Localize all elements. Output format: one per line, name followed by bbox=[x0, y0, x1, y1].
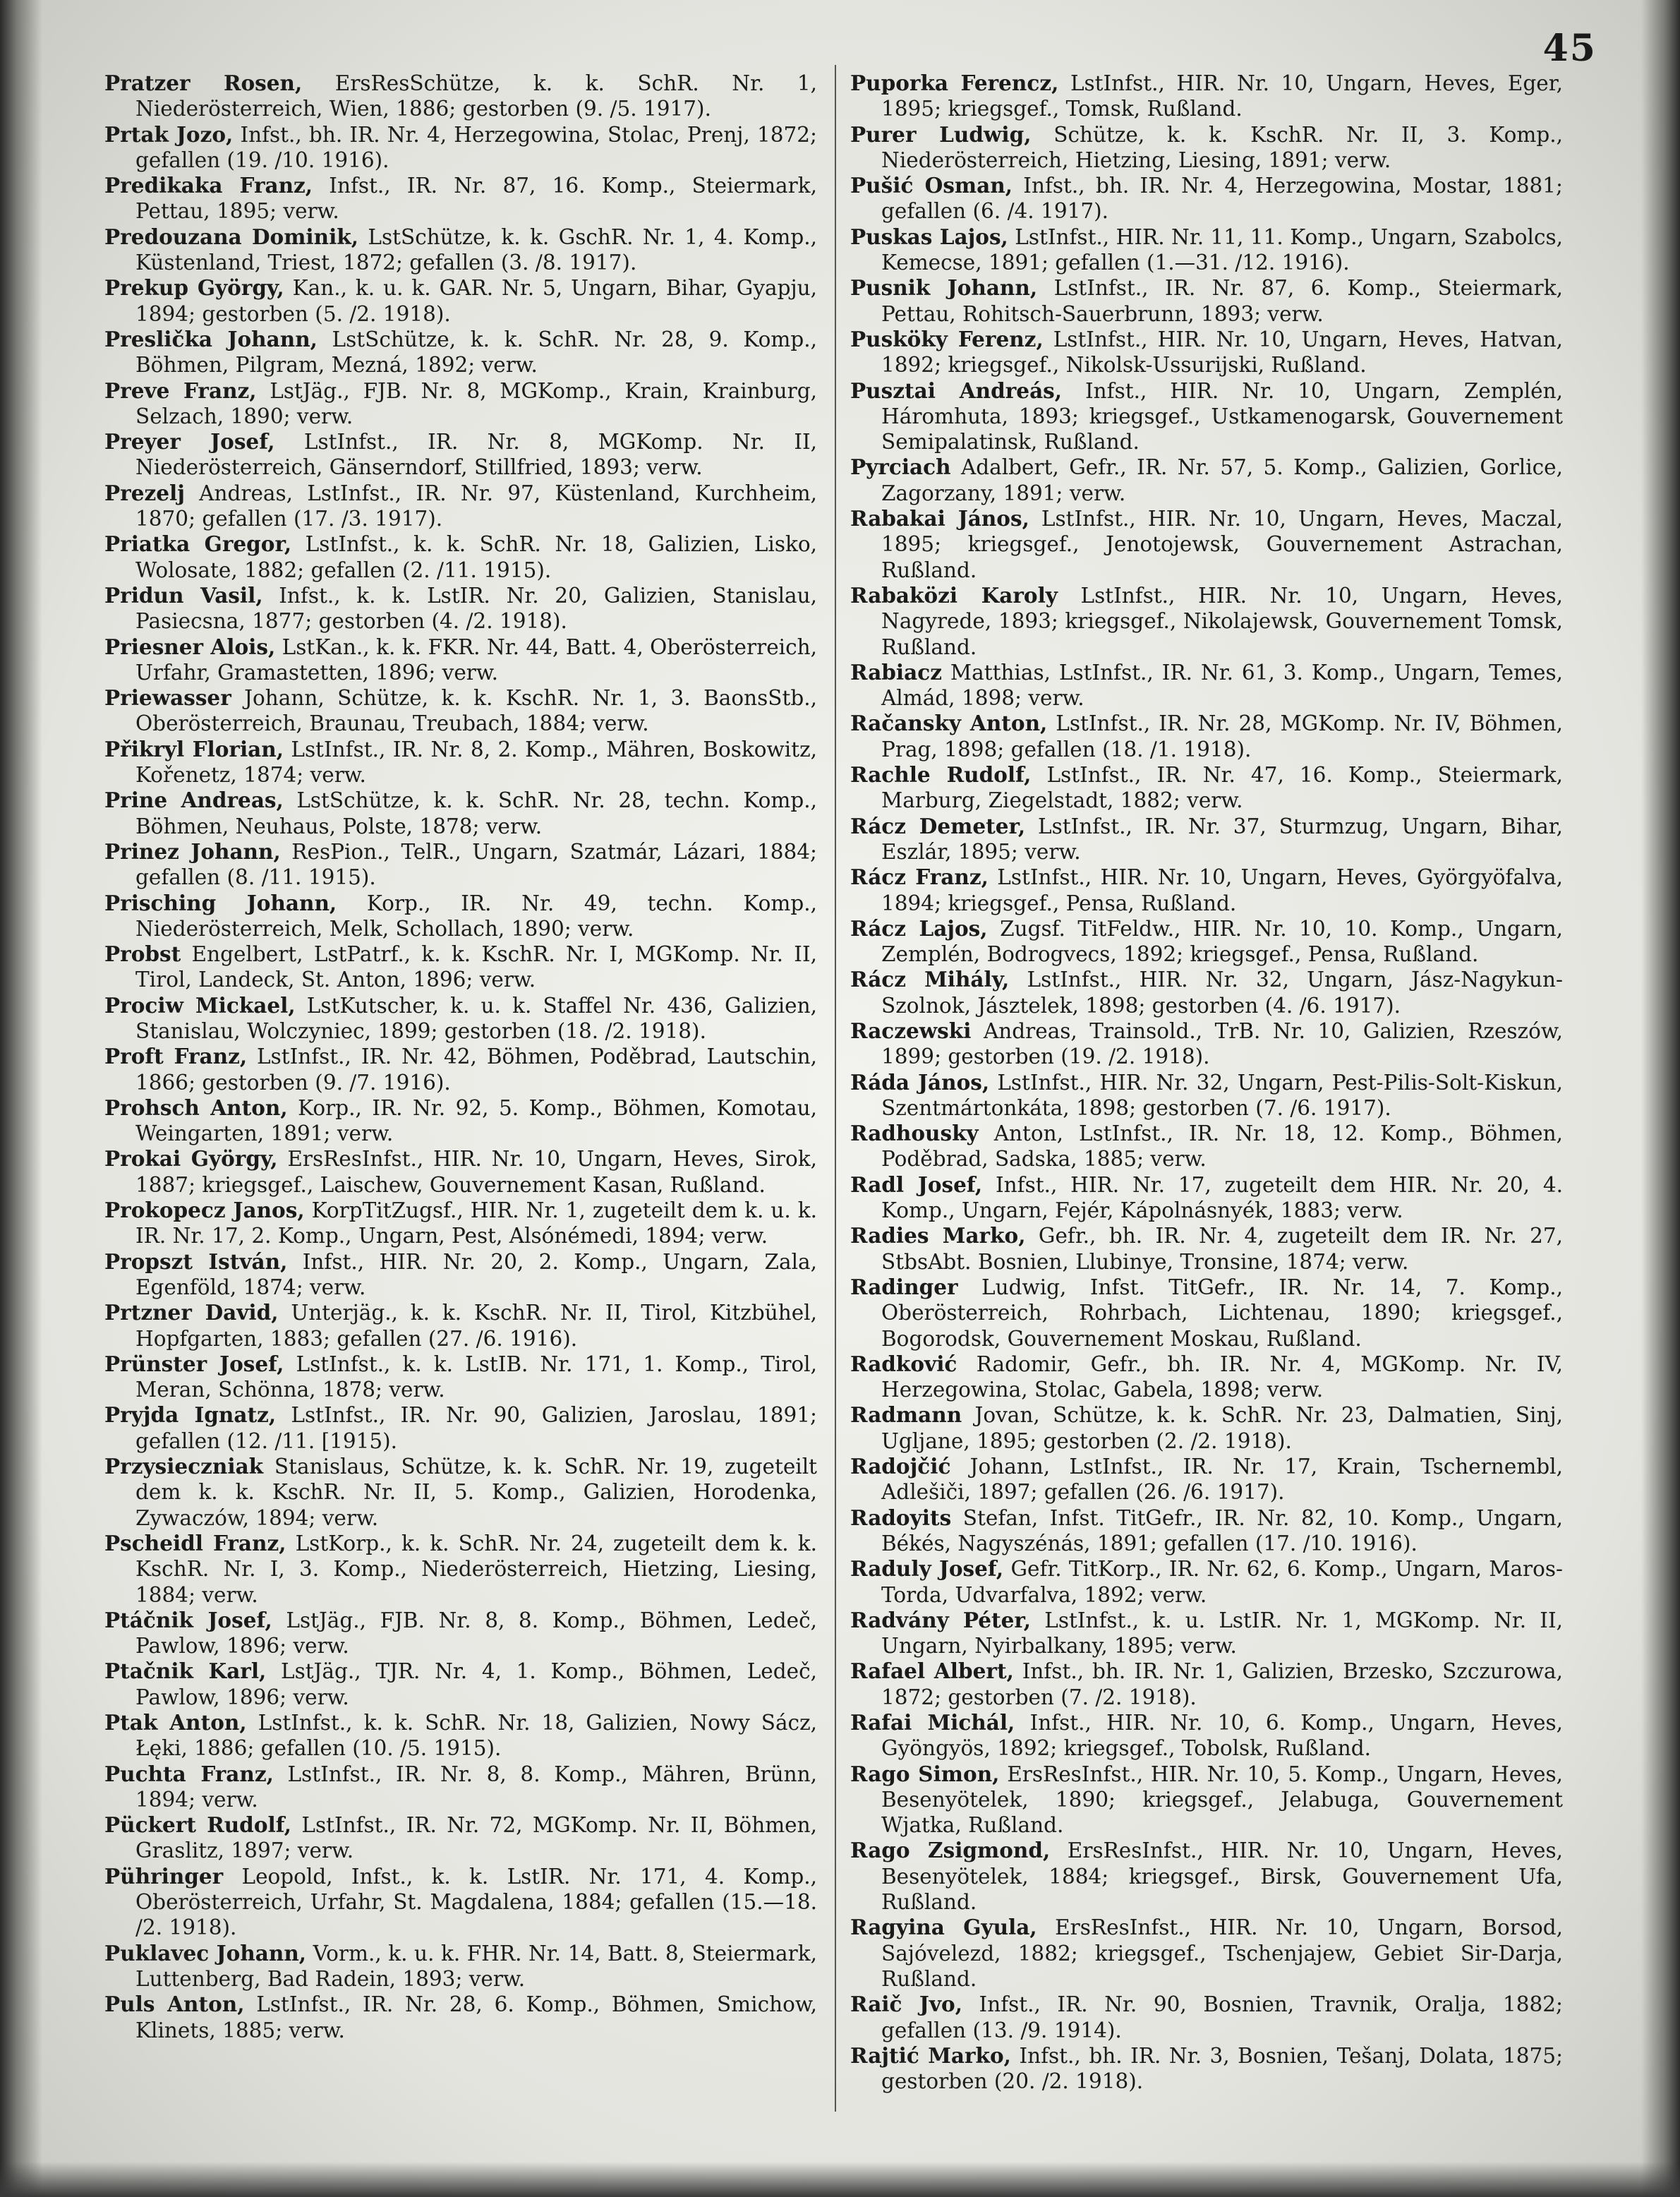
list-entry bbox=[850, 1710, 1563, 1762]
entry-name: Ptáčnik Josef, bbox=[104, 1607, 272, 1632]
entry-name: Preslička Johann, bbox=[104, 326, 318, 351]
list-entry bbox=[104, 275, 817, 327]
entry-details: Infst., k. k. LstIR. Nr. 20, Galizien, Stanislau, Pasiecsna, 1877; gestorben (4. /2. 1918). bbox=[135, 583, 818, 634]
list-entry bbox=[104, 1095, 817, 1147]
list-entry bbox=[104, 891, 817, 942]
entry-details: LstJäg., FJB. Nr. 8, MGKomp., Krain, Krainburg, Selzach, 1890; verw. bbox=[135, 378, 817, 428]
entry-details: LstInfst., IR. Nr. 28, MGKomp. Nr. IV, Böhmen, Prag, 1898; gefallen (18. /1. 1918). bbox=[881, 711, 1563, 762]
entry-name: Priatka Gregor, bbox=[104, 531, 292, 557]
list-entry bbox=[104, 1659, 817, 1710]
list-entry bbox=[104, 1812, 817, 1864]
entry-details: LstInfst., HIR. Nr. 10, Ungarn, Heves, Györgyöfalva, 1894; kriegsgef., Pensa, Rußland. bbox=[881, 865, 1563, 915]
entry-name: Probst bbox=[104, 941, 181, 967]
entry-name: Propszt István, bbox=[104, 1248, 288, 1274]
entry-details: Kan., k. u. k. GAR. Nr. 5, Ungarn, Bihar, Gyapju, 1894; gestorben (5. /2. 1918). bbox=[135, 276, 817, 326]
entry-name: Predikaka Franz, bbox=[104, 173, 313, 198]
entry-details: Gefr. TitKorp., IR. Nr. 62, 6. Komp., Ungarn, Maros-Torda, Udvarfalva, 1892; verw. bbox=[881, 1557, 1563, 1607]
list-entry bbox=[850, 1070, 1563, 1121]
list-entry bbox=[104, 1454, 817, 1531]
entry-details: Korp., IR. Nr. 49, techn. Komp., Niederösterreich, Melk, Schollach, 1890; verw. bbox=[135, 891, 817, 941]
entry-name: Prine Andreas, bbox=[104, 788, 284, 813]
entry-name: Przysieczniak bbox=[104, 1454, 264, 1479]
entry-details: LstInfst., IR. Nr. 37, Sturmzug, Ungarn, Bihar, Eszlár, 1895; verw. bbox=[881, 814, 1563, 864]
entry-details: Korp., IR. Nr. 92, 5. Komp., Böhmen, Komotau, Weingarten, 1891; verw. bbox=[135, 1095, 817, 1146]
entry-name: Prohsch Anton, bbox=[104, 1095, 288, 1120]
entry-details: LstInfst., IR. Nr. 8, MGKomp. Nr. II, Niederösterreich, Gänserndorf, Stillfried, 1893; verw. bbox=[135, 430, 817, 480]
entry-details: Unterjäg., k. k. KschR. Nr. II, Tirol, Kitzbühel, Hopfgarten, 1883; gefallen (27. /6. 1916). bbox=[135, 1301, 817, 1351]
list-entry bbox=[850, 1608, 1563, 1659]
list-entry bbox=[850, 1402, 1563, 1454]
entry-name: Priesner Alois, bbox=[104, 634, 276, 659]
list-entry bbox=[104, 1198, 817, 1249]
entry-details: Infst., HIR. Nr. 17, zugeteilt dem HIR. Nr. 20, 4. Komp., Ungarn, Fejér, Kápolnásnyék, 1883; verw. bbox=[881, 1172, 1563, 1223]
entry-details: ErsResSchütze, k. k. SchR. Nr. 1, Niederösterreich, Wien, 1886; gestorben (9. /5. 1917). bbox=[135, 71, 817, 121]
entry-details: LstInfst., IR. Nr. 42, Böhmen, Poděbrad, Lautschin, 1866; gestorben (9. /7. 1916). bbox=[135, 1045, 817, 1095]
list-entry bbox=[850, 1223, 1563, 1275]
entry-details: Infst., IR. Nr. 87, 16. Komp., Steiermark, Pettau, 1895; verw. bbox=[135, 174, 817, 224]
entry-name: Ragyina Gyula, bbox=[850, 1915, 1037, 1940]
list-entry bbox=[850, 506, 1563, 583]
list-entry bbox=[104, 583, 817, 634]
entry-details: LstKorp., k. k. SchR. Nr. 24, zugeteilt dem k. k. KschR. Nr. I, 3. Komp., Niederösterreich, Hietzing, Liesing, 1884; verw. bbox=[135, 1531, 817, 1607]
list-entry bbox=[850, 1275, 1563, 1352]
list-entry bbox=[104, 1864, 817, 1941]
entry-name: Prinez Johann, bbox=[104, 838, 281, 864]
entry-name: Puchta Franz, bbox=[104, 1761, 274, 1786]
list-entry bbox=[850, 71, 1563, 122]
scan-edge-right bbox=[1641, 0, 1680, 2197]
list-entry bbox=[104, 1608, 817, 1659]
entry-details: Engelbert, LstPatrf., k. k. KschR. Nr. I, MGKomp. Nr. II, Tirol, Landeck, St. Anton, 1896; verw. bbox=[135, 942, 817, 992]
entry-details: Gefr., bh. IR. Nr. 4, zugeteilt dem IR. Nr. 27, StbsAbt. Bosnien, Llubinye, Tronsine, 1874; verw. bbox=[881, 1224, 1563, 1274]
entry-details: LstInfst., HIR. Nr. 10, Ungarn, Heves, Nagyrede, 1893; kriegsgef., Nikolajewsk, Gouvernement Tomsk, Rußland. bbox=[881, 583, 1563, 659]
entry-name: Rabaközi Karoly bbox=[850, 582, 1058, 608]
list-entry bbox=[850, 1659, 1563, 1710]
entry-name: Radković bbox=[850, 1351, 957, 1376]
entry-details: LstSchütze, k. k. GschR. Nr. 1, 4. Komp., Küstenland, Triest, 1872; gefallen (3. /8. 1917). bbox=[135, 224, 817, 275]
entry-details: ErsResInfst., HIR. Nr. 10, Ungarn, Heves, Sirok, 1887; kriegsgef., Laischew, Gouvernement Kasan, Rußland. bbox=[135, 1147, 818, 1197]
list-entry bbox=[850, 1172, 1563, 1224]
list-entry bbox=[850, 327, 1563, 378]
list-entry bbox=[850, 583, 1563, 660]
scan-edge-left bbox=[0, 0, 42, 2197]
entry-name: Prünster Josef, bbox=[104, 1351, 284, 1376]
entry-name: Raczewski bbox=[850, 1018, 972, 1043]
entry-details: LstInfst., IR. Nr. 8, 8. Komp., Mähren, Brünn, 1894; verw. bbox=[135, 1762, 817, 1812]
entry-details: LstInfst., IR. Nr. 72, MGKomp. Nr. II, Böhmen, Graslitz, 1897; verw. bbox=[135, 1813, 817, 1863]
entry-details: LstInfst., HIR. Nr. 32, Ungarn, Jász-Nagykun-Szolnok, Jásztelek, 1898; gestorben (4. /6. 1917). bbox=[881, 968, 1563, 1018]
entry-details: Leopold, Infst., k. k. LstIR. Nr. 171, 4. Komp., Oberösterreich, Urfahr, St. Magdalena, 1884; gefallen (15.—18. /2. 1918). bbox=[135, 1864, 817, 1940]
list-entry bbox=[104, 122, 817, 174]
list-entry bbox=[104, 1300, 817, 1352]
entry-name: Rafai Michál, bbox=[850, 1710, 1015, 1735]
entry-details: LstInfst., IR. Nr. 90, Galizien, Jaroslau, 1891; gefallen (12. /11. [1915). bbox=[135, 1403, 817, 1453]
entry-name: Radvány Péter, bbox=[850, 1607, 1032, 1632]
entry-name: Puporka Ferencz, bbox=[850, 71, 1059, 95]
entry-details: Infst., HIR. Nr. 10, 6. Komp., Ungarn, Heves, Gyöngyös, 1892; kriegsgef., Tobolsk, Rußland. bbox=[881, 1711, 1563, 1761]
entry-name: Rafael Albert, bbox=[850, 1659, 1014, 1684]
entry-details: Infst., bh. IR. Nr. 3, Bosnien, Tešanj, Dolata, 1875; gestorben (20. /2. 1918). bbox=[881, 2043, 1564, 2094]
entry-details: Adalbert, Gefr., IR. Nr. 57, 5. Komp., Galizien, Gorlice, Zagorzany, 1891; verw. bbox=[881, 455, 1563, 505]
list-entry bbox=[104, 378, 817, 430]
entry-details: LstInfst., HIR. Nr. 10, Ungarn, Heves, Maczal, 1895; kriegsgef., Jenotojewsk, Gouvernement Astrachan, Rußland. bbox=[881, 507, 1563, 582]
entry-details: Stefan, Infst. TitGefr., IR. Nr. 82, 10. Komp., Ungarn, Békés, Nagyszénás, 1891; gefallen (17. /10. 1916). bbox=[881, 1505, 1563, 1555]
entry-name: Ptačnik Karl, bbox=[104, 1659, 267, 1684]
entry-name: Rachle Rudolf, bbox=[850, 762, 1032, 788]
list-entry bbox=[850, 1915, 1563, 1992]
entry-name: Přikryl Florian, bbox=[104, 736, 284, 762]
entry-name: Račansky Anton, bbox=[850, 711, 1048, 736]
list-entry bbox=[104, 224, 817, 276]
list-entry bbox=[104, 685, 817, 737]
list-entry bbox=[850, 1352, 1563, 1403]
entry-name: Prtzner David, bbox=[104, 1300, 279, 1325]
entry-details: ResPion., TelR., Ungarn, Szatmár, Lázari, 1884; gefallen (8. /11. 1915). bbox=[135, 839, 817, 890]
entry-details: Infst., bh. IR. Nr. 4, Herzegowina, Mostar, 1881; gefallen (6. /4. 1917). bbox=[881, 174, 1563, 224]
entry-details: LstSchütze, k. k. SchR. Nr. 28, techn. Komp., Böhmen, Neuhaus, Polste, 1878; verw. bbox=[135, 788, 817, 838]
entry-details: LstJäg., TJR. Nr. 4, 1. Komp., Böhmen, Ledeč, Pawlow, 1896; verw. bbox=[135, 1659, 817, 1709]
list-entry bbox=[850, 814, 1563, 865]
entry-details: LstInfst., HIR. Nr. 32, Ungarn, Pest-Pilis-Solt-Kiskun, Szentmártonkáta, 1898; gestorben (7. /6. 1917). bbox=[881, 1070, 1563, 1120]
entry-name: Pušić Osman, bbox=[850, 173, 1013, 198]
page-number: 45 bbox=[1542, 27, 1597, 70]
entry-details: LstJäg., FJB. Nr. 8, 8. Komp., Böhmen, Ledeč, Pawlow, 1896; verw. bbox=[135, 1608, 818, 1659]
list-entry bbox=[104, 71, 817, 122]
entry-name: Prtak Jozo, bbox=[104, 121, 234, 147]
entry-name: Pscheidl Franz, bbox=[104, 1530, 286, 1555]
list-entry bbox=[104, 1941, 817, 1992]
entry-details: Infst., HIR. Nr. 20, 2. Komp., Ungarn, Zala, Egenföld, 1874; verw. bbox=[135, 1249, 817, 1299]
entry-details: LstInfst., k. u. LstIR. Nr. 1, MGKomp. Nr. II, Ungarn, Nyirbalkany, 1895; verw. bbox=[881, 1608, 1563, 1659]
entry-details: LstInfst., HIR. Nr. 10, Ungarn, Heves, Hatvan, 1892; kriegsgef., Nikolsk-Ussurijski, Rußland. bbox=[881, 327, 1563, 378]
entry-details: KorpTitZugsf., HIR. Nr. 1, zugeteilt dem k. u. k. IR. Nr. 17, 2. Komp., Ungarn, Pest, Alsónémedi, 1894; verw. bbox=[135, 1198, 817, 1248]
list-entry bbox=[104, 1352, 817, 1403]
entry-name: Ptak Anton, bbox=[104, 1710, 247, 1735]
entry-name: Radoyits bbox=[850, 1505, 952, 1530]
entry-name: Prociw Mickael, bbox=[104, 992, 296, 1018]
list-entry bbox=[104, 173, 817, 224]
list-entry bbox=[850, 122, 1563, 174]
list-entry bbox=[850, 224, 1563, 276]
entry-name: Puskas Lajos, bbox=[850, 224, 1008, 249]
entry-details: LstInfst., IR. Nr. 8, 2. Komp., Mähren, Boskowitz, Kořenetz, 1874; verw. bbox=[135, 737, 817, 788]
entry-details: LstInfst., HIR. Nr. 10, Ungarn, Heves, Eger, 1895; kriegsgef., Tomsk, Rußland. bbox=[881, 71, 1563, 121]
list-entry bbox=[850, 1121, 1563, 1172]
list-entry bbox=[850, 275, 1563, 327]
entry-details: Jovan, Schütze, k. k. SchR. Nr. 23, Dalmatien, Sinj, Ugljane, 1895; gestorben (2. /2. 1918). bbox=[881, 1403, 1563, 1453]
list-entry bbox=[850, 1992, 1563, 2043]
list-entry bbox=[850, 2043, 1563, 2095]
entry-name: Ráda János, bbox=[850, 1069, 990, 1095]
entry-name: Rabiacz bbox=[850, 659, 942, 685]
entry-name: Raič Jvo, bbox=[850, 1992, 962, 2017]
list-entry bbox=[850, 1018, 1563, 1070]
entry-name: Rabakai János, bbox=[850, 506, 1029, 531]
list-entry bbox=[104, 839, 817, 891]
entry-details: LstInfst., IR. Nr. 47, 16. Komp., Steiermark, Marburg, Ziegelstadt, 1882; verw. bbox=[881, 763, 1564, 813]
list-entry bbox=[104, 737, 817, 788]
entry-details: LstInfst., IR. Nr. 28, 6. Komp., Böhmen, Smichow, Klinets, 1885; verw. bbox=[135, 1992, 817, 2042]
entry-name: Radmann bbox=[850, 1402, 962, 1428]
entry-name: Prekup György, bbox=[104, 275, 284, 301]
list-entry bbox=[104, 481, 817, 532]
entry-details: Andreas, LstInfst., IR. Nr. 97, Küstenland, Kurchheim, 1870; gefallen (17. /3. 1917). bbox=[135, 481, 817, 531]
entry-name: Preve Franz, bbox=[104, 378, 257, 403]
entry-details: Johann, LstInfst., IR. Nr. 17, Krain, Tschernembl, Adlešiči, 1897; gefallen (26. /6. 1917). bbox=[881, 1455, 1563, 1505]
entry-name: Pratzer Rosen, bbox=[104, 71, 303, 95]
entry-details: LstInfst., k. k. SchR. Nr. 18, Galizien, Nowy Sácz, Łęki, 1886; gefallen (10. /5. 1915). bbox=[135, 1711, 817, 1761]
entry-name: Prisching Johann, bbox=[104, 890, 337, 915]
entry-name: Prokai György, bbox=[104, 1146, 278, 1172]
entry-name: Rajtić Marko, bbox=[850, 2042, 1011, 2068]
entry-details: LstInfst., k. k. LstIB. Nr. 171, 1. Komp., Tirol, Meran, Schönna, 1878; verw. bbox=[135, 1352, 817, 1402]
list-entry bbox=[104, 1044, 817, 1095]
entry-name: Pridun Vasil, bbox=[104, 582, 263, 608]
entry-name: Radhousky bbox=[850, 1121, 979, 1146]
right-column bbox=[850, 71, 1563, 2094]
entry-details: Schütze, k. k. KschR. Nr. II, 3. Komp., Niederösterreich, Hietzing, Liesing, 1891; verw. bbox=[881, 122, 1563, 172]
entry-name: Proft Franz, bbox=[104, 1044, 248, 1069]
entry-details: Stanislaus, Schütze, k. k. SchR. Nr. 19, zugeteilt dem k. k. KschR. Nr. II, 5. Komp., Galizien, Horodenka, Zywaczów, 1894; verw. bbox=[135, 1455, 817, 1530]
list-entry bbox=[104, 1402, 817, 1454]
entry-details: Radomir, Gefr., bh. IR. Nr. 4, MGKomp. Nr. IV, Herzegowina, Stolac, Gabela, 1898; verw. bbox=[881, 1352, 1563, 1402]
list-entry bbox=[104, 429, 817, 481]
list-entry bbox=[104, 941, 817, 993]
entry-details: LstInfst., HIR. Nr. 11, 11. Komp., Ungarn, Szabolcs, Kemecse, 1891; gefallen (1.—31. /12. 1916). bbox=[881, 224, 1563, 275]
list-entry bbox=[104, 531, 817, 583]
list-entry bbox=[104, 1531, 817, 1608]
entry-details: LstSchütze, k. k. SchR. Nr. 28, 9. Komp., Böhmen, Pilgram, Mezná, 1892; verw. bbox=[135, 327, 817, 378]
list-entry bbox=[850, 1454, 1563, 1505]
entry-name: Pühringer bbox=[104, 1863, 224, 1889]
list-entry bbox=[850, 378, 1563, 455]
entry-name: Preyer Josef, bbox=[104, 429, 275, 455]
entry-name: Rago Simon, bbox=[850, 1761, 1000, 1786]
entry-name: Raduly Josef, bbox=[850, 1556, 1004, 1582]
list-entry bbox=[104, 1249, 817, 1301]
entry-details: Infst., IR. Nr. 90, Bosnien, Travnik, Oralja, 1882; gefallen (13. /9. 1914). bbox=[881, 1992, 1563, 2042]
list-entry bbox=[104, 327, 817, 378]
scan-edge-bottom bbox=[0, 2162, 1680, 2197]
list-entry bbox=[850, 660, 1563, 711]
entry-details: Matthias, LstInfst., IR. Nr. 61, 3. Komp., Ungarn, Temes, Almád, 1898; verw. bbox=[881, 660, 1563, 711]
entry-details: LstKan., k. k. FKR. Nr. 44, Batt. 4, Oberösterreich, Urfahr, Gramastetten, 1896; verw. bbox=[135, 634, 817, 685]
entry-name: Rácz Mihály, bbox=[850, 967, 1010, 992]
list-entry bbox=[850, 967, 1563, 1018]
entry-name: Radies Marko, bbox=[850, 1223, 1026, 1248]
list-entry bbox=[850, 1762, 1563, 1838]
list-entry bbox=[850, 1505, 1563, 1557]
list-entry bbox=[104, 1146, 817, 1198]
entry-name: Rago Zsigmond, bbox=[850, 1838, 1051, 1863]
entry-name: Puls Anton, bbox=[104, 1992, 245, 2017]
entry-name: Puklavec Johann, bbox=[104, 1940, 307, 1966]
list-entry bbox=[104, 993, 817, 1045]
entry-name: Pryjda Ignatz, bbox=[104, 1402, 277, 1428]
list-entry bbox=[850, 711, 1563, 762]
entry-name: Radinger bbox=[850, 1274, 958, 1299]
entry-name: Pyrciach bbox=[850, 455, 951, 480]
entry-details: Anton, LstInfst., IR. Nr. 18, 12. Komp., Böhmen, Poděbrad, Sadska, 1885; verw. bbox=[881, 1121, 1563, 1172]
entry-details: Ludwig, Infst. TitGefr., IR. Nr. 14, 7. Komp., Oberösterreich, Rohrbach, Lichtenau, 1890; kriegsgef., Bogorodsk, Gouvernement Moskau, Rußland. bbox=[881, 1275, 1563, 1351]
entry-name: Prezelj bbox=[104, 480, 185, 505]
entry-details: LstInfst., IR. Nr. 87, 6. Komp., Steiermark, Pettau, Rohitsch-Sauerbrunn, 1893; verw. bbox=[881, 276, 1563, 326]
entry-details: Infst., HIR. Nr. 10, Ungarn, Zemplén, Háromhuta, 1893; kriegsgef., Ustkamenogarsk, Gouvernement Semipalatinsk, Rußland. bbox=[881, 378, 1563, 455]
entry-name: Pusnik Johann, bbox=[850, 275, 1038, 301]
list-entry bbox=[104, 788, 817, 839]
column-rule bbox=[835, 65, 836, 2112]
list-entry bbox=[104, 1992, 817, 2043]
entry-name: Predouzana Dominik, bbox=[104, 224, 359, 249]
list-entry bbox=[104, 634, 817, 686]
entry-name: Pückert Rudolf, bbox=[104, 1812, 292, 1838]
entry-name: Rácz Demeter, bbox=[850, 813, 1026, 838]
entry-details: ErsResInfst., HIR. Nr. 10, 5. Komp., Ungarn, Heves, Besenyötelek, 1890; kriegsgef., Jelabuga, Gouvernement Wjatka, Rußland. bbox=[881, 1762, 1563, 1838]
entry-name: Purer Ludwig, bbox=[850, 121, 1032, 147]
entry-details: Zugsf. TitFeldw., HIR. Nr. 10, 10. Komp., Ungarn, Zemplén, Bodrogvecs, 1892; kriegsgef., Pensa, Rußland. bbox=[881, 916, 1563, 967]
entry-name: Pusköky Ferenz, bbox=[850, 326, 1044, 351]
list-entry bbox=[850, 762, 1563, 814]
list-entry bbox=[850, 1838, 1563, 1915]
entry-details: Andreas, Trainsold., TrB. Nr. 10, Galizien, Rzeszów, 1899; gestorben (19. /2. 1918). bbox=[881, 1018, 1563, 1069]
list-entry bbox=[104, 1762, 817, 1813]
entry-name: Prokopecz Janos, bbox=[104, 1198, 305, 1223]
entry-details: Johann, Schütze, k. k. KschR. Nr. 1, 3. BaonsStb., Oberösterreich, Braunau, Treubach, 1884; verw. bbox=[135, 686, 817, 736]
list-entry bbox=[850, 173, 1563, 224]
entry-name: Rácz Lajos, bbox=[850, 915, 988, 941]
list-entry bbox=[850, 1556, 1563, 1608]
left-column bbox=[104, 71, 817, 2043]
entry-details: Vorm., k. u. k. FHR. Nr. 14, Batt. 8, Steiermark, Luttenberg, Bad Radein, 1893; verw. bbox=[135, 1941, 817, 1991]
entry-name: Radl Josef, bbox=[850, 1172, 983, 1197]
entry-name: Priewasser bbox=[104, 685, 231, 711]
list-entry bbox=[850, 455, 1563, 506]
entry-details: Infst., bh. IR. Nr. 4, Herzegowina, Stolac, Prenj, 1872; gefallen (19. /10. 1916). bbox=[135, 122, 817, 172]
entry-name: Pusztai Andreás, bbox=[850, 378, 1063, 403]
entry-details: LstKutscher, k. u. k. Staffel Nr. 436, Galizien, Stanislau, Wolczyniec, 1899; gestorben (18. /2. 1918). bbox=[135, 993, 818, 1043]
entry-details: LstInfst., k. k. SchR. Nr. 18, Galizien, Lisko, Wolosate, 1882; gefallen (2. /11. 1915). bbox=[135, 532, 817, 582]
entry-details: ErsResInfst., HIR. Nr. 10, Ungarn, Heves, Besenyötelek, 1884; kriegsgef., Birsk, Gouvernement Ufa, Rußland. bbox=[881, 1838, 1564, 1915]
list-entry bbox=[104, 1710, 817, 1762]
entry-name: Rácz Franz, bbox=[850, 865, 989, 890]
entry-details: Infst., bh. IR. Nr. 1, Galizien, Brzesko, Szczurowa, 1872; gestorben (7. /2. 1918). bbox=[881, 1659, 1563, 1709]
entry-name: Radojčić bbox=[850, 1454, 951, 1479]
list-entry bbox=[850, 916, 1563, 968]
list-entry bbox=[850, 865, 1563, 916]
entry-details: ErsResInfst., HIR. Nr. 10, Ungarn, Borsod, Sajóvelezd, 1882; kriegsgef., Tschenjajew, Gebiet Sir-Darja, Rußland. bbox=[881, 1915, 1563, 1991]
